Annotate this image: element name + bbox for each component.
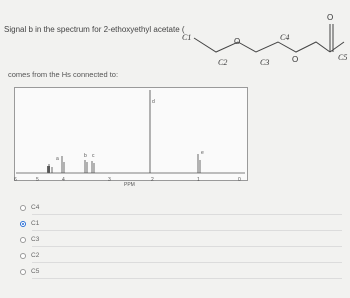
tick-4: 4 (62, 177, 65, 183)
radio-c1[interactable] (20, 221, 26, 227)
option-c5[interactable] (20, 268, 39, 275)
tick-6: 6 (14, 177, 17, 183)
tick-0: 0 (238, 177, 241, 183)
label-c3: C3 (260, 58, 270, 67)
radio-c4[interactable] (20, 205, 26, 211)
radio-c3[interactable] (20, 237, 26, 243)
peak-label-a: a (56, 156, 59, 162)
option-label: C2 (31, 252, 40, 259)
radio-c2[interactable] (20, 253, 26, 259)
divider (32, 262, 342, 263)
axis-title-ppm: PPM (124, 182, 135, 188)
option-label: C4 (31, 204, 40, 211)
option-label: C3 (31, 236, 40, 243)
molecule-structure (180, 0, 350, 75)
tick-5: 5 (36, 177, 39, 183)
tick-2: 2 (151, 177, 154, 183)
peak-label-b: b (84, 153, 87, 159)
option-label: C1 (31, 220, 40, 227)
peak-label-c: c (92, 153, 95, 159)
label-oxygen-ether: O (234, 37, 241, 46)
label-c4: C4 (280, 33, 290, 42)
nmr-spectrum (0, 78, 260, 193)
option-label: C5 (31, 268, 40, 275)
option-c2[interactable] (20, 252, 39, 259)
option-c3[interactable] (20, 236, 39, 243)
radio-c5[interactable] (20, 269, 26, 275)
divider (32, 278, 342, 279)
tick-1: 1 (197, 177, 200, 183)
label-oxygen-ester: O (292, 55, 299, 64)
divider (32, 214, 342, 215)
question-prompt: Signal b in the spectrum for 2-ethoxyethyl acetate ( (4, 25, 185, 34)
peak-label-e: e (201, 150, 204, 156)
label-c2: C2 (218, 58, 228, 67)
label-c1: C1 (182, 33, 192, 42)
question-continuation: comes from the Hs connected to: (8, 70, 119, 79)
label-oxygen-carbonyl: O (327, 13, 334, 22)
label-c5: C5 (338, 53, 348, 62)
option-c4[interactable] (20, 204, 39, 211)
peak-label-d: d (152, 99, 155, 105)
tick-3: 3 (108, 177, 111, 183)
option-c1[interactable] (20, 220, 39, 227)
divider (32, 230, 342, 231)
divider (32, 246, 342, 247)
